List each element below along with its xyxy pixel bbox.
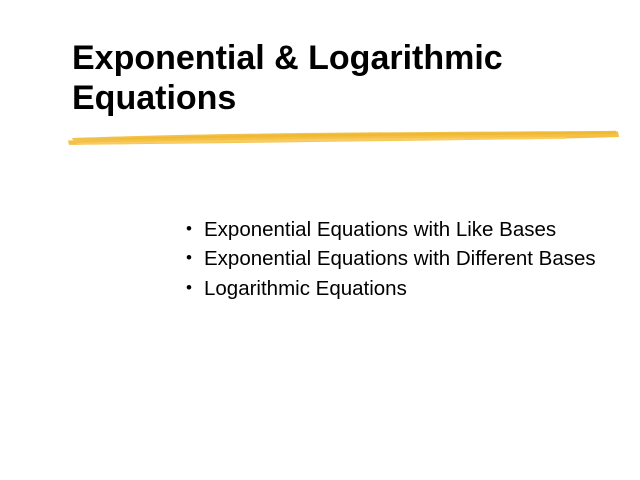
list-item-label: Exponential Equations with Like Bases — [204, 218, 557, 241]
brush-stroke-icon — [66, 126, 622, 146]
list-item-label: Logarithmic Equations — [204, 276, 407, 300]
list-item — [186, 216, 616, 244]
bullet-icon: • — [186, 248, 192, 268]
bullet-icon: • — [186, 277, 192, 297]
bullet-icon: • — [186, 219, 192, 238]
list-item-label: Exponential Equations with Different Bases — [204, 247, 596, 271]
list-item — [186, 245, 616, 273]
list-item — [186, 275, 616, 303]
title-divider — [66, 126, 622, 146]
page-title: Exponential & Logarithmic Equations — [72, 39, 503, 118]
bullet-list — [186, 216, 616, 304]
